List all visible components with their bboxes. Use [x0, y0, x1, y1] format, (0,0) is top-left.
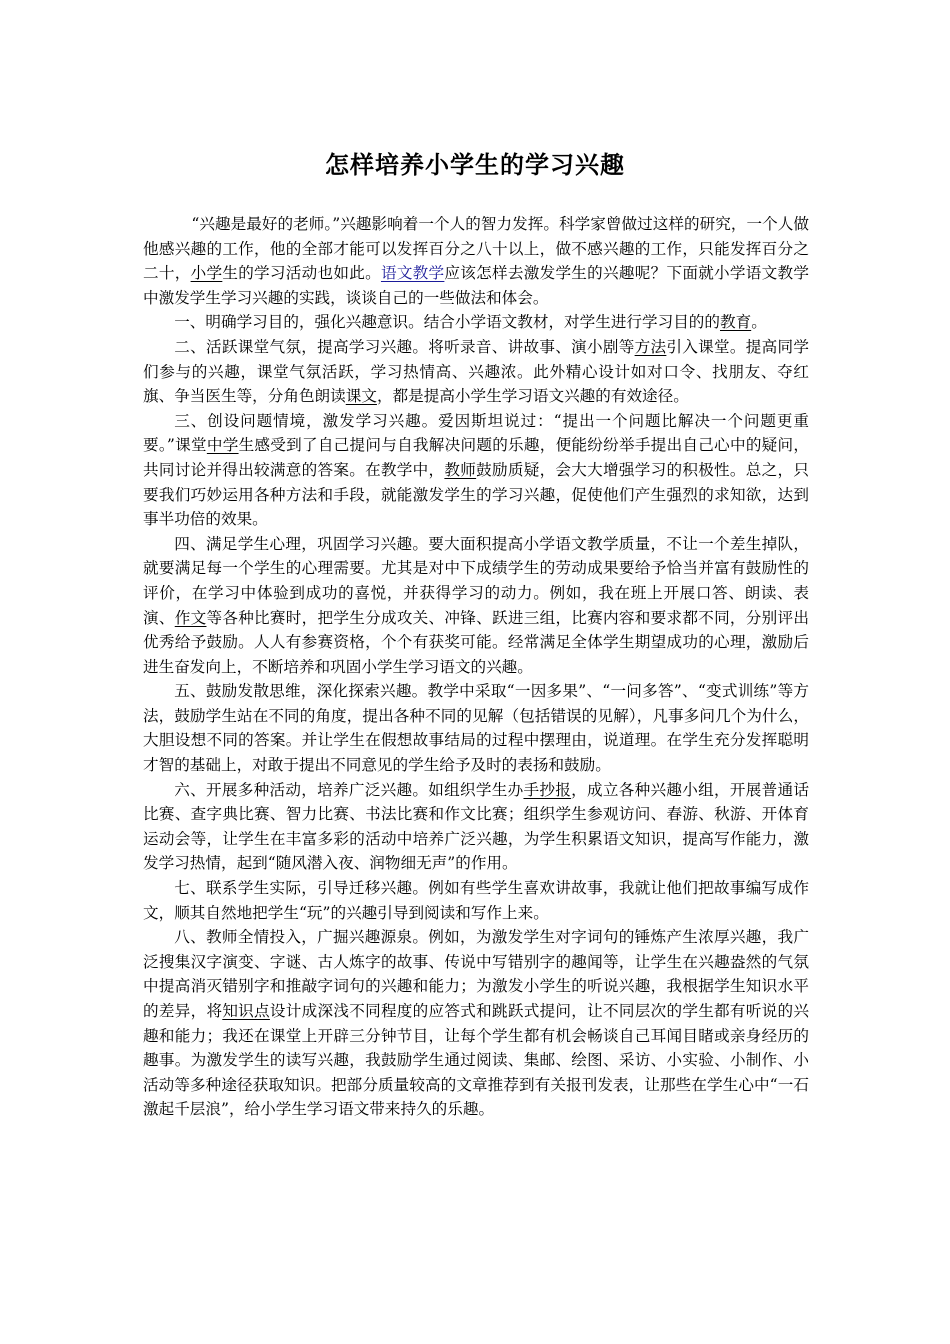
paragraph-text: “兴趣是最好的老师。”兴趣影响着一个人的智力发挥。科学家曾做过这样的研究，一个人做他感兴趣的工作，他的全部才能可以发挥百分之八十以上，做不感兴趣的工作，只能发挥百分之二十，	[143, 215, 809, 283]
paragraph-text: 。	[751, 313, 767, 332]
paragraph-text: 一、明确学习目的，强化兴趣意识。结合小学语文教材，对学生进行学习目的的	[174, 313, 720, 332]
paragraph-text: 设计成深浅不同程度的应答式和跳跃式提问，让不同层次的学生都有听说的兴趣和能力；我还在课堂上开辟三分钟节目，让每个学生都有机会畅谈自己耳闻目睹或亲身经历的趣事。为激发学生的读写兴趣，我鼓励学生通过阅读、集邮、绘图、采访、小实验、小制作、小活动等多种途径获取知识。把部分质量较高的文章推荐到有关报刊发表，让那些在学生心中“一石激起千层浪”，给小学生学习语文带来持久的乐趣。	[143, 1002, 809, 1119]
paragraph-text: 引入课堂。提高同学们参与的兴趣，课堂气氛活跃，学习热情高、兴趣浓。此外精心设计如对口令、找朋友、夺红旗、争当医生等，分角色朗读	[143, 337, 809, 406]
paragraph-text: ，成立各种兴趣小组，开展普通话比赛、查字典比赛、智力比赛、书法比赛和作文比赛；组织学生参观访问、春游、秋游、开体育运动会等，让学生在丰富多彩的活动中培养广泛兴趣，为学生积累语文知识，提高写作能力，激发学习热情，起到“随风潜入夜、润物细无声”的作用。	[143, 780, 809, 873]
paragraph-text: 三、创设问题情境，激发学习兴趣。爱因斯坦说过：“提出一个问题比解决一个问题更重要。”课堂	[143, 411, 809, 455]
paragraph-text: 五、鼓励发散思维，深化探索兴趣。教学中采取“一因多果”、“一问多答”、“变式训练”等方法，鼓励学生站在不同的角度，提出各种不同的见解（包括错误的见解），凡事多问几个为什么，大胆设想不同的答案。并让学生在假想故事结局的过程中摆理由，说道理。在学生充分发挥聪明才智的基础上，对敢于提出不同意见的学生给予及时的表扬和鼓励。	[143, 682, 809, 775]
paragraph-2	[143, 335, 809, 409]
inline-link[interactable]: 手抄报	[523, 780, 572, 799]
document-body	[143, 212, 809, 1122]
inline-link[interactable]: 小学	[190, 264, 223, 283]
paragraph-text: 生的学习活动也如此。	[222, 264, 381, 283]
paragraph-6	[143, 778, 809, 876]
paragraph-text: 八、教师全情投入，广掘兴趣源泉。例如，为激发学生对字词句的锤炼产生浓厚兴趣，我广泛搜集汉字演变、字谜、古人炼字的故事、传说中写错别字的趣闻等，让学生在兴趣盎然的气氛中提高消灭错别字和推敲字词句的兴趣和能力；为激发小学生的听说兴趣，我根据学生知识水平的差异，将	[143, 928, 809, 1020]
paragraph-text: 二、活跃课堂气氛，提高学习兴趣。将听录音、讲故事、演小剧等	[174, 337, 635, 356]
paragraph-5	[143, 679, 809, 777]
paragraph-text: 七、联系学生实际，引导迁移兴趣。例如有些学生喜欢讲故事，我就让他们把故事编写成作文，顺其自然地把学生“玩”的兴趣引导到阅读和写作上来。	[143, 879, 809, 922]
paragraph-intro	[143, 212, 809, 310]
inline-link[interactable]: 知识点	[222, 1002, 270, 1020]
paragraph-text: 四、满足学生心理，巩固学习兴趣。要大面积提高小学语文教学质量，不让一个差生掉队，就要满足每一个学生的心理需要。尤其是对中下成绩学生的劳动成果要给予恰当并富有鼓励性的评价，在学习中体验到成功的喜悦，并获得学习的动力。例如，我在班上开展口答、朗读、表演、	[143, 534, 809, 627]
paragraph-text: ，都是提高小学生学习语文兴趣的有效途径。	[376, 387, 689, 406]
paragraph-8	[143, 925, 809, 1122]
paragraph-4	[143, 532, 809, 680]
paragraph-text: 等各种比赛时，把学生分成攻关、冲锋、跃进三组，比赛内容和要求都不同，分别评出优秀给予鼓励。人人有参赛资格，个个有获奖可能。经常满足全体学生期望成功的心理，激励后进生奋发向上，不断培养和巩固小学生学习语文的兴趣。	[143, 608, 809, 676]
paragraph-1	[143, 310, 809, 335]
paragraph-text: 六、开展多种活动，培养广泛兴趣。如组织学生办	[174, 780, 524, 799]
paragraph-text: 应该怎样去激发学生的兴趣呢？下面就小学语文教学中激发学生学习兴趣的实践，谈谈自己的一些做法和体会。	[143, 264, 809, 307]
inline-link[interactable]: 中学	[206, 436, 239, 455]
inline-link[interactable]: 方法	[634, 337, 667, 356]
paragraph-7	[143, 876, 809, 925]
paragraph-3	[143, 409, 809, 532]
inline-link[interactable]: 作文	[174, 608, 207, 627]
inline-link[interactable]: 教师	[444, 460, 477, 479]
inline-link[interactable]: 教育	[719, 313, 752, 332]
paragraph-text: 生感受到了自己提问与自我解决问题的乐趣，便能纷纷举手提出自己心中的疑问，共同讨论并得出较满意的答案。在教学中，	[143, 436, 809, 479]
paragraph-text: 鼓励质疑，会大大增强学习的积极性。总之，只要我们巧妙运用各种方法和手段，就能激发学生的学习兴趣，促使他们产生强烈的求知欲，达到事半功倍的效果。	[143, 460, 809, 529]
document-title: 怎样培养小学生的学习兴趣	[325, 150, 625, 179]
inline-link[interactable]: 语文教学	[380, 264, 445, 283]
inline-link[interactable]: 课文	[345, 387, 377, 406]
